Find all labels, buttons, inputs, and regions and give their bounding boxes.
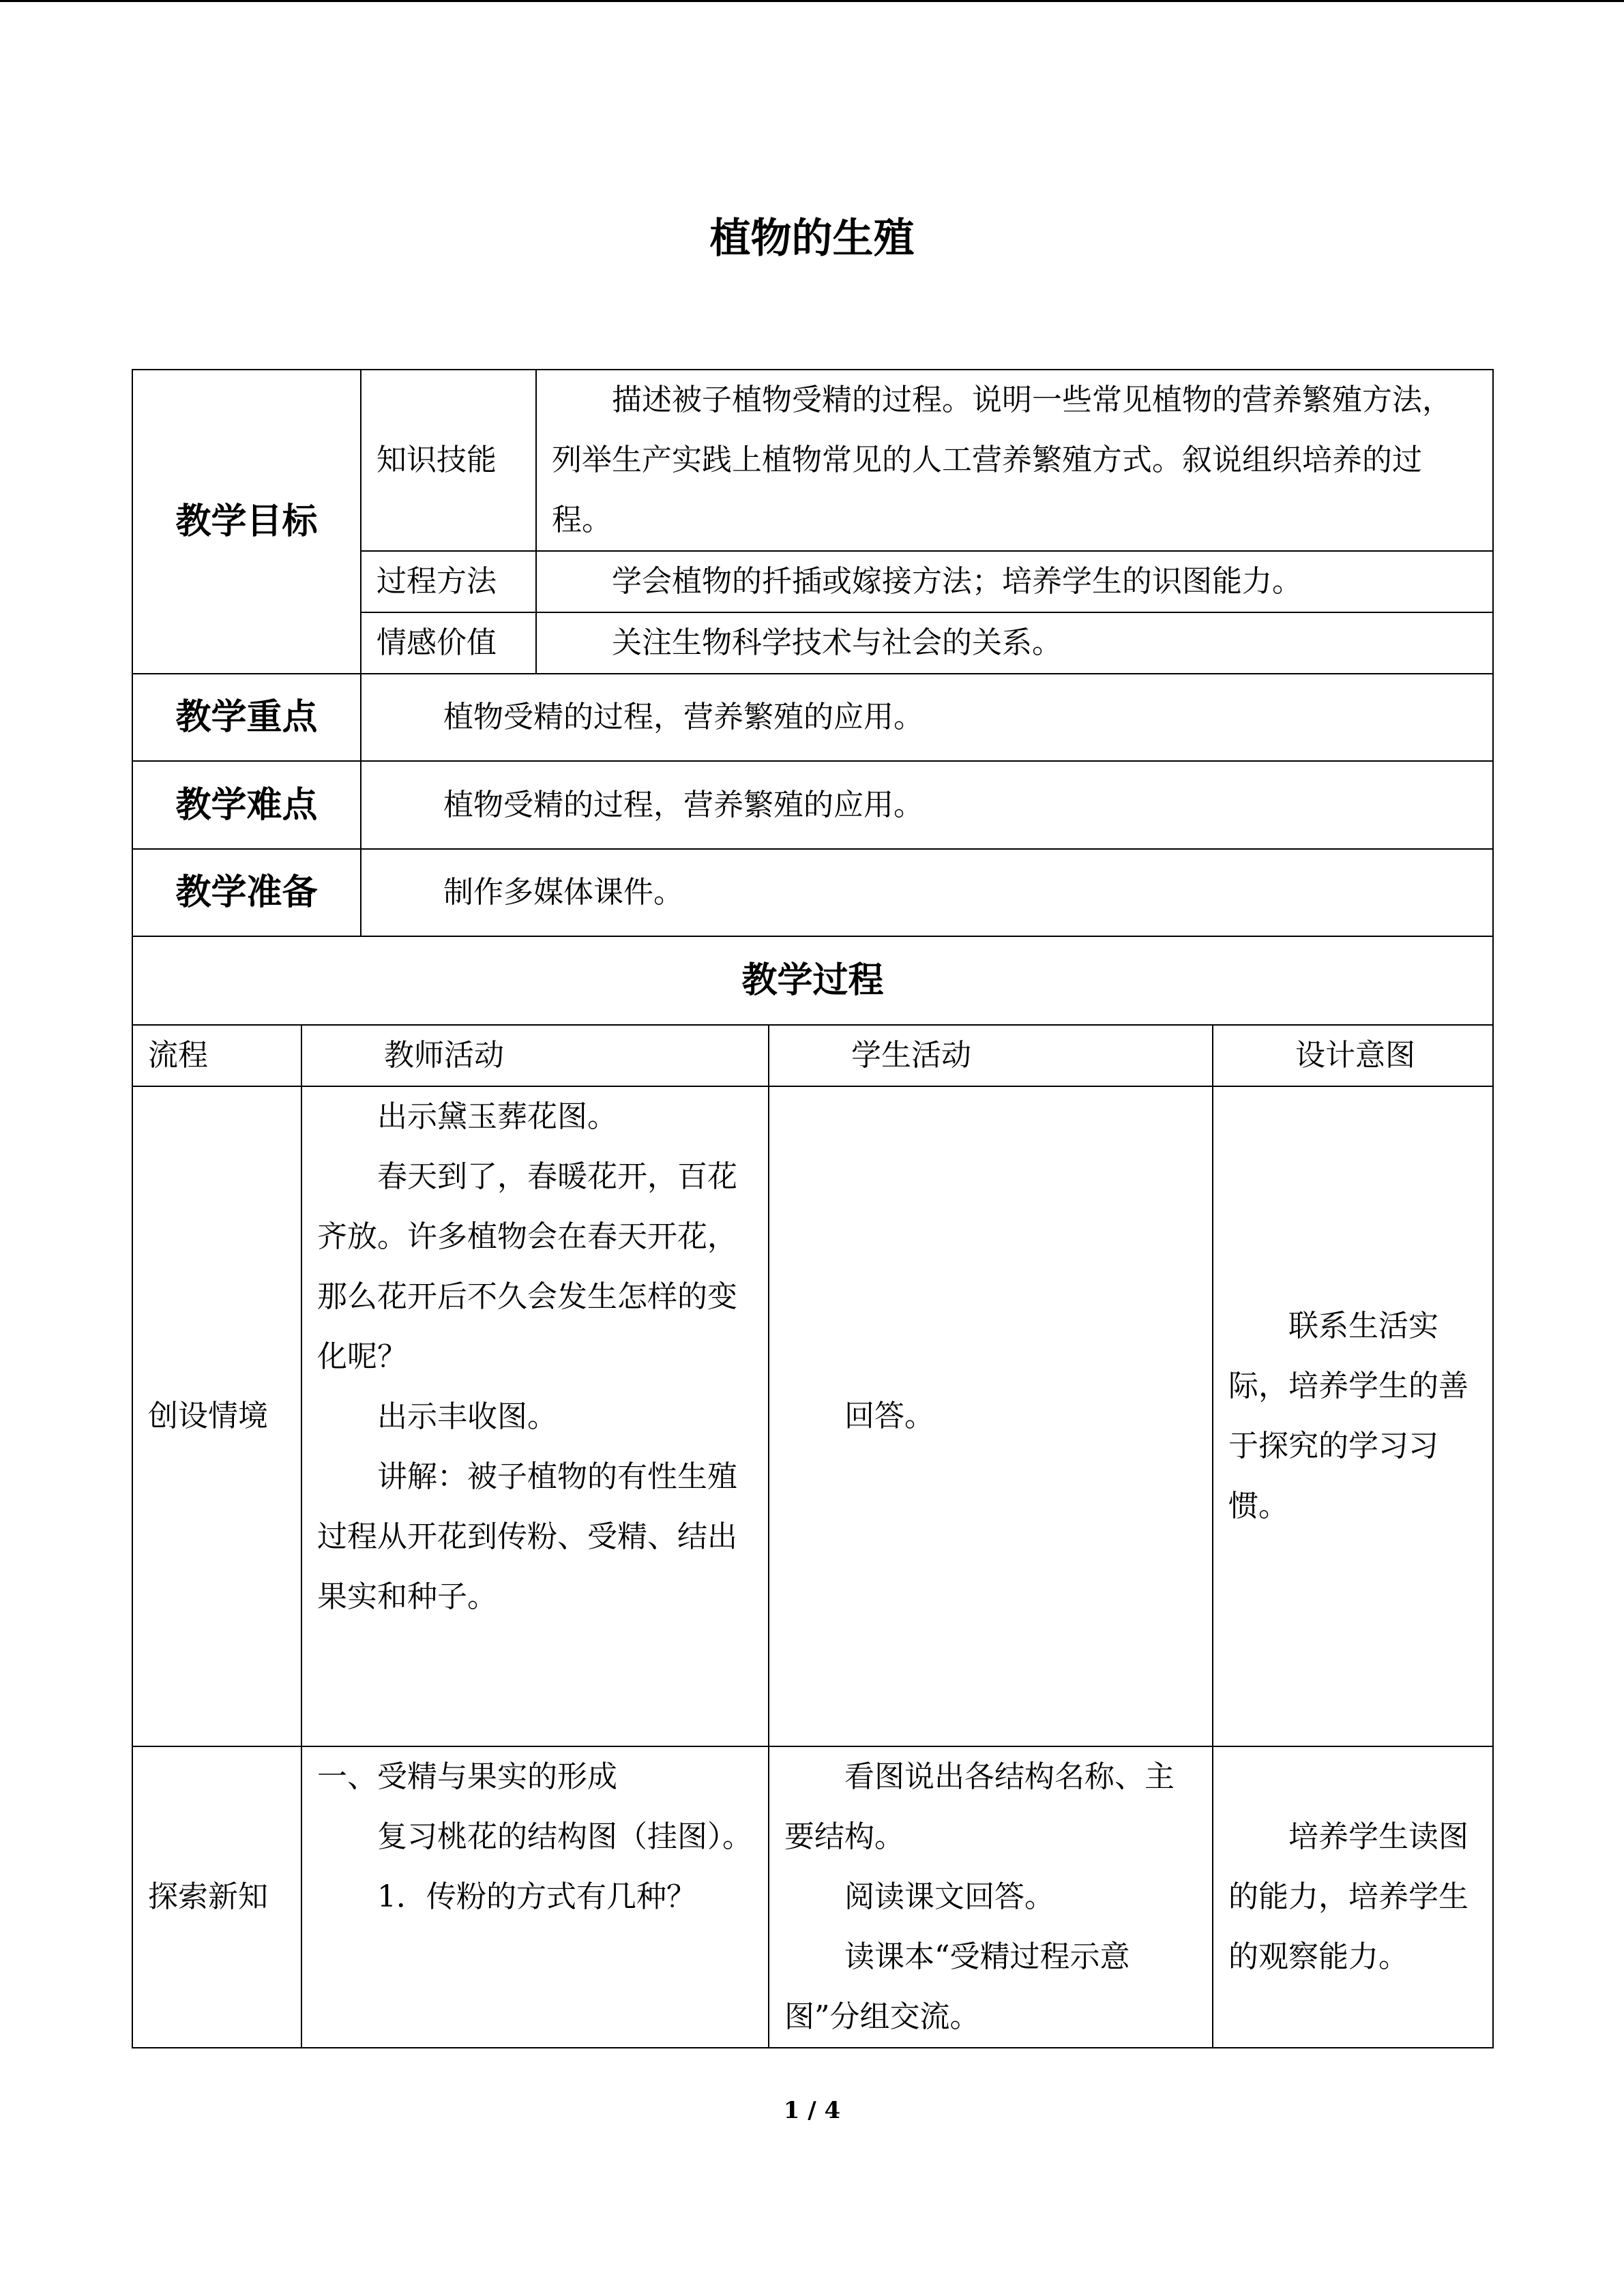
teacher-activity-line: 复习桃花的结构图（挂图）。 (377, 1819, 752, 1854)
student-activity-line: 看图说出各结构名称、主要结构。 (784, 1759, 1175, 1854)
preparation-label: 教学准备 (132, 849, 361, 936)
column-header-intent: 设计意图 (1213, 1025, 1493, 1086)
objective-text: 描述被子植物受精的过程。说明一些常见植物的营养繁殖方法，列举生产实践上植物常见的人工营养繁殖方式。叙说组织培养的过程。 (536, 370, 1493, 551)
column-header-student: 学生活动 (769, 1025, 1213, 1086)
flow-label: 探索新知 (132, 1746, 301, 2048)
student-activity: 回答。 (769, 1086, 1213, 1746)
difficult-point-row (132, 761, 1493, 849)
process-row-explore (132, 1746, 1493, 2048)
objective-label: 知识技能 (361, 370, 536, 551)
process-heading: 教学过程 (132, 936, 1493, 1025)
flow-label: 创设情境 (132, 1086, 301, 1746)
page-title: 植物的生殖 (709, 215, 915, 263)
page-number: 1 / 4 (783, 2097, 841, 2124)
process-row-situation (132, 1086, 1493, 1746)
teacher-activity (301, 1746, 769, 2048)
process-columns-row (132, 1025, 1493, 1086)
student-activity (769, 1746, 1213, 2048)
lesson-plan-table (132, 369, 1494, 2048)
objective-label: 情感价值 (361, 612, 536, 674)
student-activity-line: 阅读课文回答。 (844, 1879, 1055, 1914)
teacher-activity-heading: 一、受精与果实的形成 (317, 1759, 617, 1794)
objectives-label: 教学目标 (132, 370, 361, 674)
teacher-activity-line: 出示丰收图。 (377, 1399, 557, 1434)
teacher-activity-line: 春天到了，春暖花开，百花齐放。许多植物会在春天开花，那么花开后不久会发生怎样的变化呢？ (317, 1159, 737, 1374)
process-heading-row (132, 936, 1493, 1025)
key-point-row (132, 674, 1493, 761)
column-header-teacher: 教师活动 (301, 1025, 769, 1086)
preparation-text: 制作多媒体课件。 (361, 849, 1493, 936)
objective-text: 关注生物科学技术与社会的关系。 (536, 612, 1493, 674)
column-header-flow: 流程 (132, 1025, 301, 1086)
difficult-point-label: 教学难点 (132, 761, 361, 849)
teacher-activity (301, 1086, 769, 1746)
design-intent: 培养学生读图的能力，培养学生的观察能力。 (1213, 1746, 1493, 2048)
design-intent: 联系生活实际，培养学生的善于探究的学习习惯。 (1213, 1086, 1493, 1746)
key-point-label: 教学重点 (132, 674, 361, 761)
key-point-text: 植物受精的过程，营养繁殖的应用。 (361, 674, 1493, 761)
objective-text: 学会植物的扦插或嫁接方法；培养学生的识图能力。 (536, 551, 1493, 612)
student-activity-line: 读课本“受精过程示意图”分组交流。 (784, 1939, 1130, 2034)
preparation-row (132, 849, 1493, 936)
teacher-activity-line: 讲解：被子植物的有性生殖过程从开花到传粉、受精、结出果实和种子。 (317, 1459, 737, 1614)
objective-row-knowledge (132, 370, 1493, 551)
teacher-activity-line: 1．传粉的方式有几种？ (377, 1879, 696, 1914)
page-top-border (0, 0, 1624, 2)
difficult-point-text: 植物受精的过程，营养繁殖的应用。 (361, 761, 1493, 849)
objective-label: 过程方法 (361, 551, 536, 612)
teacher-activity-line: 出示黛玉葬花图。 (377, 1099, 617, 1134)
